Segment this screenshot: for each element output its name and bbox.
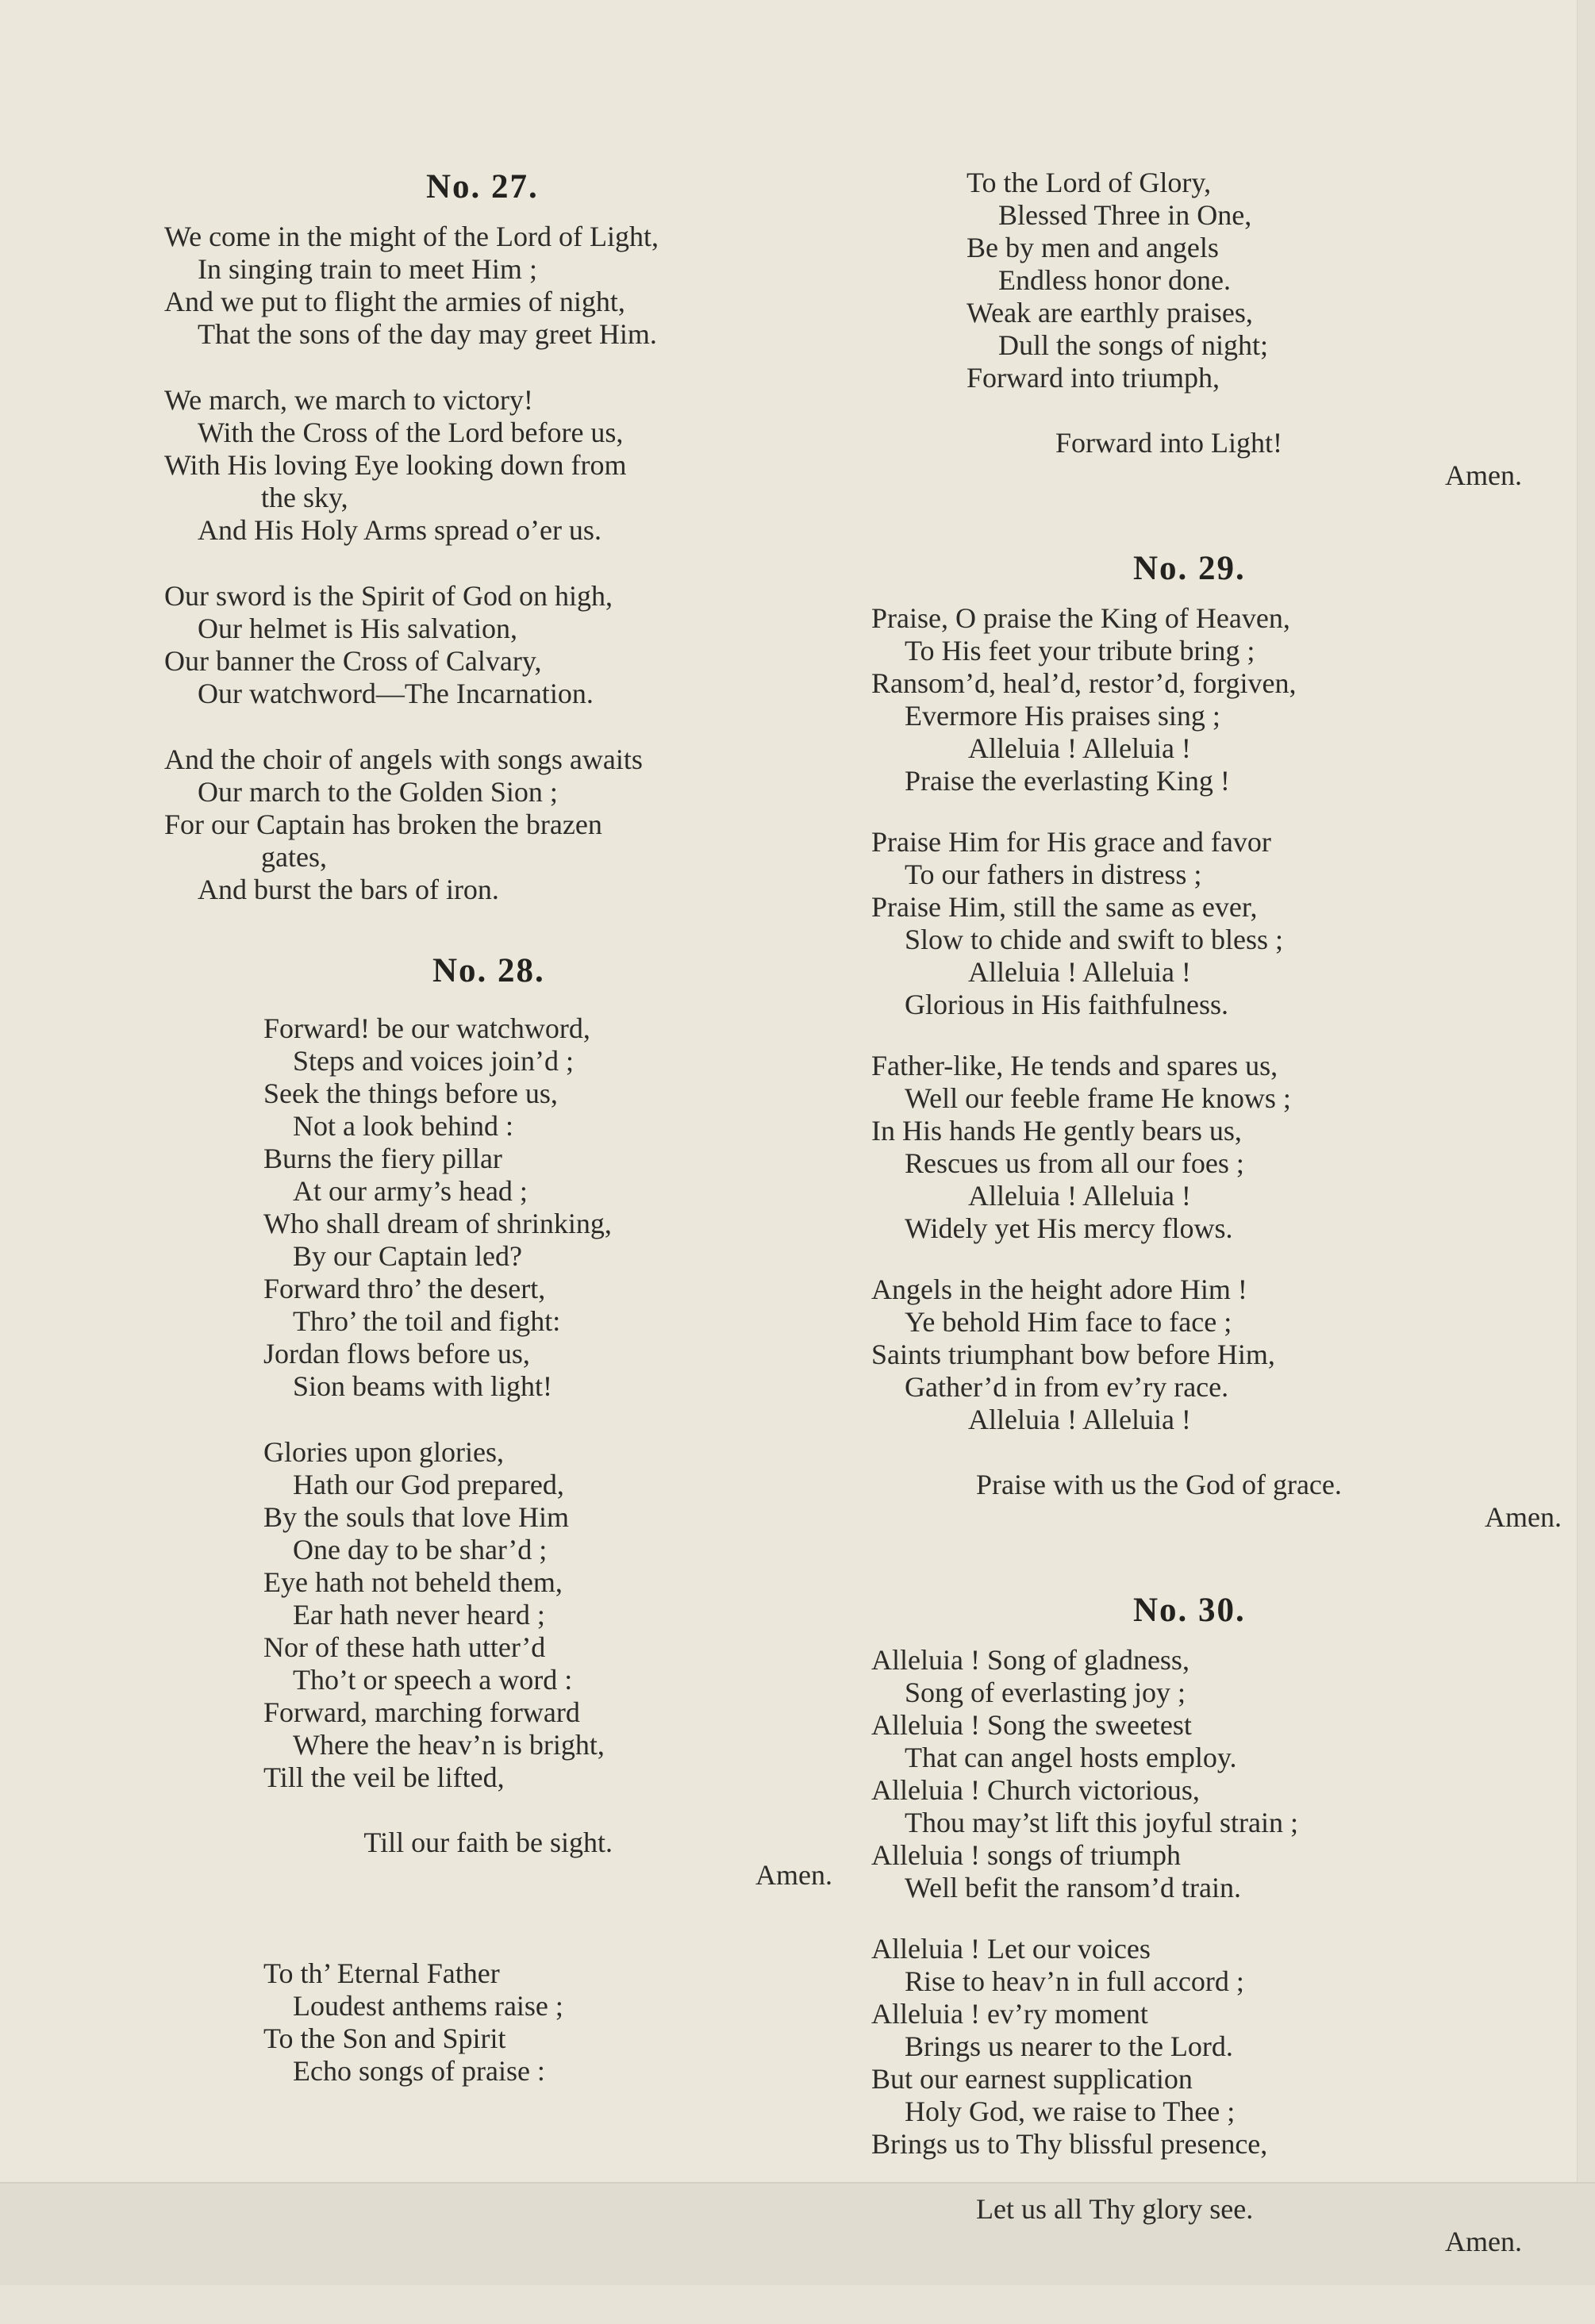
verse-line: Widely yet His mercy flows.	[905, 1212, 1233, 1244]
verse-line: We march, we march to victory!	[164, 384, 533, 416]
verse-line: Forward, marching forward	[263, 1696, 580, 1728]
verse-line: With the Cross of the Lord before us,	[198, 417, 624, 448]
verse-line: Praise Him for His grace and favor	[871, 826, 1271, 858]
verse-line: Well befit the ransom’d train.	[905, 1872, 1241, 1903]
verse-line: Alleluia ! Alleluia !	[968, 1180, 1191, 1212]
verse-line: Glories upon glories,	[263, 1436, 504, 1468]
verse-line: Our sword is the Spirit of God on high,	[164, 580, 613, 612]
verse-line-text: Till our faith be sight.	[363, 1827, 613, 1858]
verse-line: Where the heav’n is bright,	[293, 1729, 605, 1761]
verse-line: By our Captain led?	[293, 1240, 522, 1272]
verse-line: Not a look behind :	[293, 1110, 513, 1142]
hymn-27-stanza-4	[164, 743, 863, 906]
verse-line: Ear hath never heard ;	[293, 1599, 545, 1631]
verse-line: Rise to heav’n in full accord ;	[905, 1965, 1244, 1997]
verse-line: Eye hath not beheld them,	[263, 1566, 563, 1598]
verse-line: Alleluia ! Alleluia !	[968, 956, 1191, 988]
hymn-27	[164, 167, 863, 906]
verse-line: Thou may’st lift this joyful strain ;	[905, 1807, 1298, 1838]
verse-line: To the Son and Spirit	[263, 2022, 506, 2054]
verse-line: Saints triumphant bow before Him,	[871, 1339, 1275, 1370]
hymn-28-stanza-3-part-1	[164, 1957, 863, 2088]
verse-line: We come in the might of the Lord of Light,	[164, 221, 659, 252]
verse-line: That the sons of the day may greet Him.	[198, 318, 657, 350]
verse-line: Echo songs of praise :	[293, 2055, 545, 2087]
verse-line: Slow to chide and swift to bless ;	[905, 924, 1283, 955]
verse-line: Nor of these hath utter’d	[263, 1631, 546, 1663]
hymn-28-stanza-3-part-2	[871, 167, 1562, 524]
verse-line: Forward into triumph,	[967, 362, 1220, 394]
verse-line: Tho’t or speech a word :	[293, 1664, 573, 1696]
verse-line: But our earnest supplication	[871, 2063, 1193, 2095]
verse-line: Praise, O praise the King of Heaven,	[871, 602, 1290, 634]
verse-line: And the choir of angels with songs awaits	[164, 743, 643, 775]
hymn-29-stanza-1	[871, 602, 1562, 797]
hymn-30-stanza-2	[871, 1933, 1562, 2291]
verse-line	[871, 1436, 1562, 1566]
hymn-30	[871, 1590, 1562, 2291]
verse-line	[164, 1794, 863, 1924]
hymn-27-stanza-1	[164, 221, 863, 351]
left-column	[164, 167, 863, 2121]
verse-line-text: Praise with us the God of grace.	[976, 1469, 1342, 1500]
verse-line: Forward! be our watchword,	[263, 1012, 590, 1044]
hymn-29-stanza-2	[871, 826, 1562, 1021]
verse-line: Sion beams with light!	[293, 1370, 552, 1402]
verse-line: That can angel hosts employ.	[905, 1742, 1237, 1773]
verse-line: Father-like, He tends and spares us,	[871, 1050, 1278, 1081]
verse-line: Glorious in His faithfulness.	[905, 989, 1228, 1020]
hymn-28-stanza-1	[164, 1012, 863, 1403]
verse-line: Our banner the Cross of Calvary,	[164, 645, 542, 677]
verse-line: One day to be shar’d ;	[293, 1534, 548, 1565]
verse-line: Dull the songs of night;	[998, 329, 1268, 361]
verse-line: Praise the everlasting King !	[905, 765, 1230, 797]
verse-line: Alleluia ! Alleluia !	[968, 1404, 1191, 1435]
verse-line: Be by men and angels	[967, 232, 1219, 263]
verse-line: gates,	[261, 841, 327, 873]
verse-line: Praise Him, still the same as ever,	[871, 891, 1258, 923]
verse-line: Ye behold Him face to face ;	[905, 1306, 1232, 1338]
verse-line: Evermore His praises sing ;	[905, 700, 1220, 732]
verse-line: To His feet your tribute bring ;	[905, 635, 1255, 666]
verse-line: At our army’s head ;	[293, 1175, 528, 1207]
hymn-29-stanza-4	[871, 1273, 1562, 1566]
verse-line-text: Let us all Thy glory see.	[976, 2193, 1254, 2225]
hymn-29	[871, 548, 1562, 1566]
verse-line: Our watchword—The Incarnation.	[198, 678, 594, 709]
verse-line	[871, 2161, 1562, 2291]
hymn-30-title: No. 30.	[1133, 1592, 1246, 1629]
verse-line: And we put to flight the armies of night,	[164, 286, 625, 317]
verse-line: Alleluia ! Song of gladness,	[871, 1644, 1190, 1676]
hymn-30-stanza-1	[871, 1644, 1562, 1904]
verse-line: Alleluia ! Church victorious,	[871, 1774, 1200, 1806]
verse-line: Steps and voices join’d ;	[293, 1045, 574, 1077]
hymn-27-title: No. 27.	[426, 168, 539, 206]
verse-line: Jordan flows before us,	[263, 1338, 530, 1369]
verse-line: Seek the things before us,	[263, 1077, 558, 1109]
verse-line: Our march to the Golden Sion ;	[198, 776, 558, 808]
verse-line: Angels in the height adore Him !	[871, 1273, 1247, 1305]
verse-line: Who shall dream of shrinking,	[263, 1208, 612, 1239]
verse-line: Forward thro’ the desert,	[263, 1273, 546, 1304]
hymn-29-title: No. 29.	[1133, 550, 1246, 587]
verse-line: Thro’ the toil and fight:	[293, 1305, 561, 1337]
verse-line: the sky,	[261, 482, 348, 513]
hymn-27-stanza-3	[164, 580, 863, 710]
verse-line: Well our feeble frame He knows ;	[905, 1082, 1291, 1114]
hymn-29-stanza-3	[871, 1050, 1562, 1245]
verse-line: And His Holy Arms spread o’er us.	[198, 514, 601, 546]
verse-line: Alleluia ! ev’ry moment	[871, 1998, 1148, 2030]
amen-label: Amen.	[1445, 459, 1522, 491]
verse-line: Our helmet is His salvation,	[198, 613, 517, 644]
verse-line: Till the veil be lifted,	[263, 1761, 505, 1793]
verse-line: Hath our God prepared,	[293, 1469, 564, 1500]
verse-line: Loudest anthems raise ;	[293, 1990, 563, 2022]
verse-line: Alleluia ! Let our voices	[871, 1933, 1151, 1965]
verse-line-text: Forward into Light!	[1055, 427, 1282, 459]
verse-line: Gather’d in from ev’ry race.	[905, 1371, 1229, 1403]
verse-line: And burst the bars of iron.	[198, 874, 499, 905]
right-column	[871, 167, 1562, 2324]
verse-line: Ransom’d, heal’d, restor’d, forgiven,	[871, 667, 1297, 699]
verse-line: To our fathers in distress ;	[905, 859, 1202, 890]
amen-label: Amen.	[755, 1859, 832, 1891]
amen-label: Amen.	[1485, 1501, 1562, 1533]
amen-label: Amen.	[1445, 2226, 1522, 2257]
verse-line: With His loving Eye looking down from	[164, 449, 627, 481]
verse-line: Burns the fiery pillar	[263, 1143, 502, 1174]
verse-line: Blessed Three in One,	[998, 199, 1252, 231]
verse-line: Weak are earthly praises,	[967, 297, 1253, 328]
verse-line	[871, 394, 1562, 524]
verse-line: In singing train to meet Him ;	[198, 253, 537, 285]
verse-line: Alleluia ! Song the sweetest	[871, 1709, 1192, 1741]
verse-line: Brings us nearer to the Lord.	[905, 2030, 1233, 2062]
hymn-28-title: No. 28.	[432, 952, 545, 989]
verse-line: In His hands He gently bears us,	[871, 1115, 1242, 1147]
verse-line: Holy God, we raise to Thee ;	[905, 2095, 1236, 2127]
hymn-28	[164, 951, 863, 2088]
verse-line: By the souls that love Him	[263, 1501, 569, 1533]
verse-line: For our Captain has broken the brazen	[164, 809, 602, 840]
hymn-27-stanza-2	[164, 384, 863, 547]
page-right-edge	[1577, 0, 1595, 2284]
verse-line: Endless honor done.	[998, 264, 1231, 296]
verse-line: Brings us to Thy blissful presence,	[871, 2128, 1268, 2160]
verse-line: Song of everlasting joy ;	[905, 1677, 1186, 1708]
verse-line: To th’ Eternal Father	[263, 1957, 500, 1989]
verse-line: Alleluia ! songs of triumph	[871, 1839, 1181, 1871]
hymn-28-stanza-2	[164, 1436, 863, 1924]
verse-line: To the Lord of Glory,	[967, 167, 1212, 198]
verse-line: Alleluia ! Alleluia !	[968, 732, 1191, 764]
verse-line: Rescues us from all our foes ;	[905, 1147, 1244, 1179]
